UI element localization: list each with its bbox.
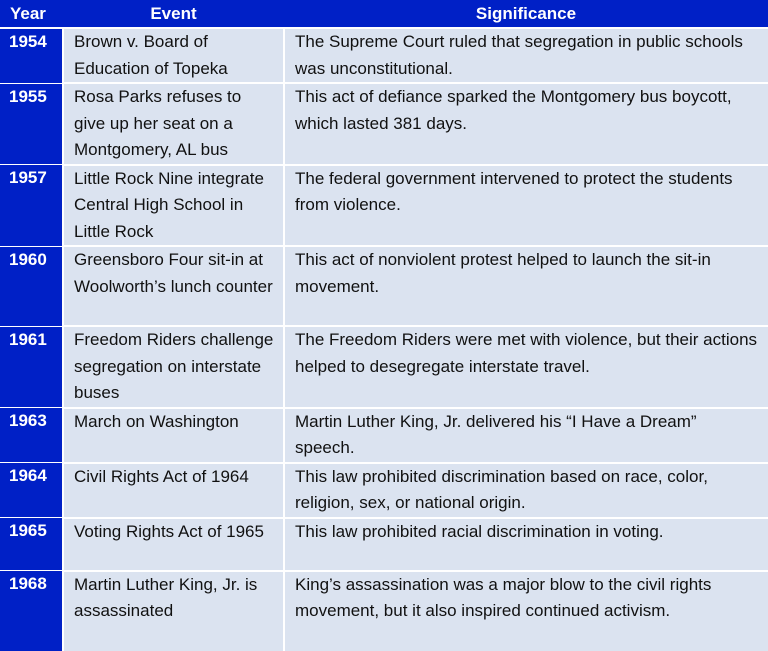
header-significance: Significance — [284, 0, 768, 28]
event-cell: Greensboro Four sit-in at Woolworth’s lunch counter — [63, 246, 284, 326]
year-cell: 1963 — [0, 408, 63, 463]
table-row — [0, 518, 768, 571]
table-row — [0, 463, 768, 518]
event-cell: Freedom Riders challenge segregation on interstate buses — [63, 326, 284, 408]
year-cell: 1955 — [0, 83, 63, 165]
year-cell: 1957 — [0, 165, 63, 247]
significance-cell: This law prohibited racial discrimination in voting. — [284, 518, 768, 571]
table-row — [0, 165, 768, 247]
header-year: Year — [0, 0, 63, 28]
significance-cell: The Freedom Riders were met with violence, but their actions helped to desegregate interstate travel. — [284, 326, 768, 408]
year-cell: 1960 — [0, 246, 63, 326]
significance-cell: King’s assassination was a major blow to the civil rights movement, but it also inspired continued activism. — [284, 571, 768, 651]
table-row — [0, 571, 768, 651]
event-cell: Civil Rights Act of 1964 — [63, 463, 284, 518]
event-cell: March on Washington — [63, 408, 284, 463]
year-cell: 1964 — [0, 463, 63, 518]
year-cell: 1968 — [0, 571, 63, 651]
header-row — [0, 0, 768, 28]
event-cell: Little Rock Nine integrate Central High School in Little Rock — [63, 165, 284, 247]
year-cell: 1954 — [0, 28, 63, 83]
table-row — [0, 83, 768, 165]
significance-cell: Martin Luther King, Jr. delivered his “I Have a Dream” speech. — [284, 408, 768, 463]
table-row — [0, 246, 768, 326]
significance-cell: This law prohibited discrimination based on race, color, religion, sex, or national origin. — [284, 463, 768, 518]
header-event: Event — [63, 0, 284, 28]
year-cell: 1961 — [0, 326, 63, 408]
table-row — [0, 28, 768, 83]
event-cell: Rosa Parks refuses to give up her seat on a Montgomery, AL bus — [63, 83, 284, 165]
event-cell: Voting Rights Act of 1965 — [63, 518, 284, 571]
significance-cell: The federal government intervened to protect the students from violence. — [284, 165, 768, 247]
significance-cell: This act of nonviolent protest helped to launch the sit-in movement. — [284, 246, 768, 326]
event-cell: Brown v. Board of Education of Topeka — [63, 28, 284, 83]
event-cell: Martin Luther King, Jr. is assassinated — [63, 571, 284, 651]
significance-cell: The Supreme Court ruled that segregation in public schools was unconstitutional. — [284, 28, 768, 83]
table-row — [0, 408, 768, 463]
year-cell: 1965 — [0, 518, 63, 571]
table-row — [0, 326, 768, 408]
significance-cell: This act of defiance sparked the Montgomery bus boycott, which lasted 381 days. — [284, 83, 768, 165]
